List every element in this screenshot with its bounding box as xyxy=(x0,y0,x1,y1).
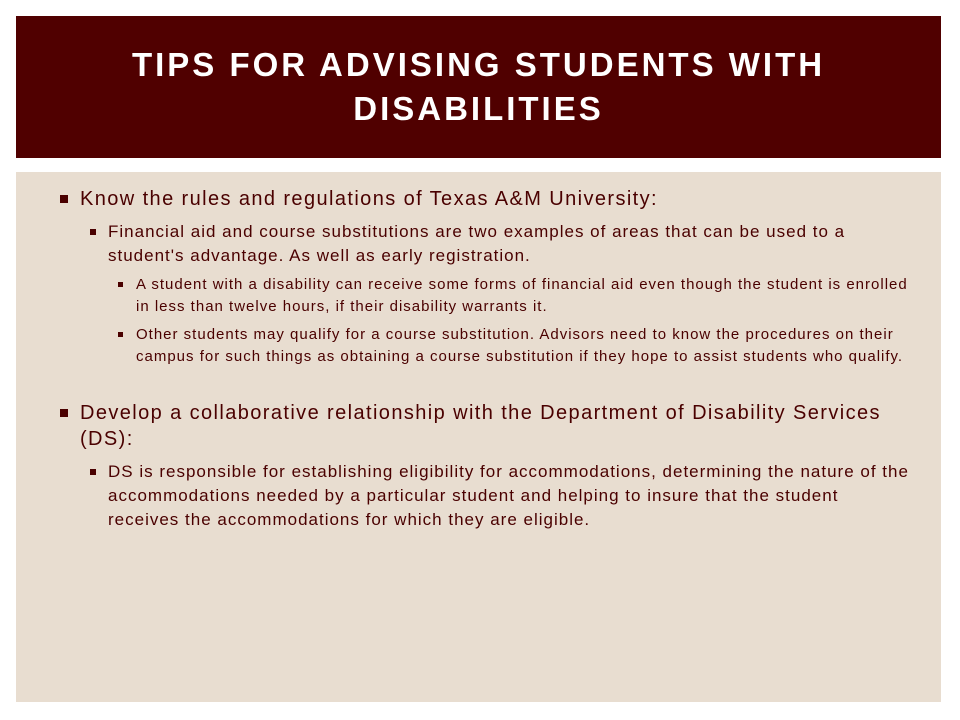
bullet-text: A student with a disability can receive some forms of financial aid even though the student is enrolled in less than twelve hours, if their disability warrants it. xyxy=(136,276,908,315)
square-bullet-icon xyxy=(60,409,68,417)
bullet-text: DS is responsible for establishing eligibility for accommodations, determining the nature of the accommodations needed by a particular student and helping to insure that the student receives the accommodations for which they are eligible. xyxy=(108,462,909,529)
sub-sub-bullet-course-substitution xyxy=(16,324,911,368)
bullet-text: Know the rules and regulations of Texas A&M University: xyxy=(80,188,658,210)
sub-bullet-financial-aid xyxy=(16,220,911,268)
sub-bullet-ds-responsibilities xyxy=(16,460,911,532)
title-bar xyxy=(16,16,941,158)
bullet-text: Other students may qualify for a course substitution. Advisors need to know the procedures on their campus for such things as obtaining a course substitution if they hope to assist students who qualify. xyxy=(136,326,904,365)
content-area xyxy=(16,172,941,702)
square-bullet-icon xyxy=(90,229,96,235)
bullet-list xyxy=(16,172,941,532)
bullet-text: Develop a collaborative relationship with the Department of Disability Services (DS): xyxy=(80,402,881,450)
slide-title: TIPS FOR ADVISING STUDENTS WITH DISABILITIES xyxy=(131,46,826,127)
square-bullet-icon xyxy=(60,195,68,203)
square-bullet-icon xyxy=(118,332,123,337)
sub-sub-bullet-financial-aid-hours xyxy=(16,274,911,318)
bullet-texas-am-rules xyxy=(16,186,911,212)
square-bullet-icon xyxy=(90,469,96,475)
square-bullet-icon xyxy=(118,282,123,287)
bullet-text: Financial aid and course substitutions are two examples of areas that can be used to a student's advantage. As well as early registration. xyxy=(108,222,846,265)
bullet-disability-services xyxy=(16,400,911,452)
